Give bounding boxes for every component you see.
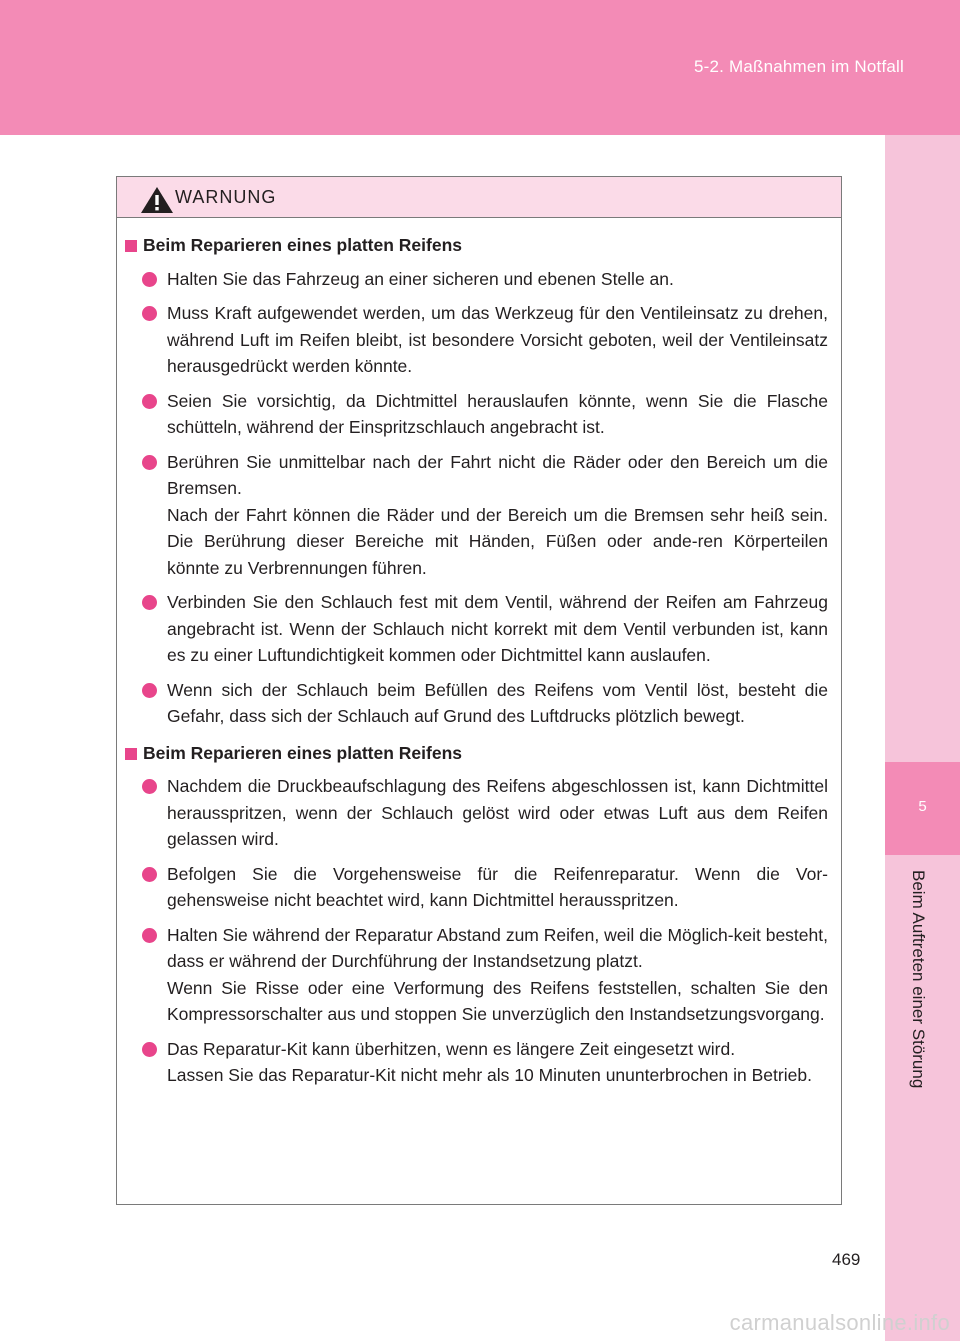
list-item (125, 300, 828, 380)
list-item (125, 449, 828, 582)
list-item-text: Berühren Sie unmittelbar nach der Fahrt nicht die Räder oder den Bereich um die Bremsen. (167, 451, 828, 498)
list-item (125, 677, 828, 730)
section-heading (125, 232, 828, 259)
warning-content (117, 218, 841, 1089)
list-item-text: Halten Sie das Fahrzeug an einer sicheren und ebenen Stelle an. (167, 268, 674, 289)
list-item-text: Muss Kraft aufgewendet werden, um das Werkzeug für den Ventileinsatz zu drehen, während Luft im Reifen bleibt, ist besondere Vorsicht geboten, weil der Ventileinsatz herausgedrückt werden könnte. (167, 303, 828, 376)
section-heading (125, 740, 828, 767)
circle-bullet-icon (142, 595, 157, 610)
circle-bullet-icon (142, 928, 157, 943)
list-item (125, 773, 828, 853)
chapter-number: 5 (918, 798, 927, 815)
circle-bullet-icon (142, 683, 157, 698)
list-item-text: Nachdem die Druckbeaufschlagung des Reifens abgeschlossen ist, kann Dichtmittel herausspritzen, wenn der Schlauch gelöst wird oder etwas Luft aus dem Reifen gelassen wird. (167, 776, 828, 849)
list-item-text: Verbinden Sie den Schlauch fest mit dem Ventil, während der Reifen am Fahrzeug angebracht ist. Wenn der Schlauch nicht korrekt mit dem Ventil verbunden ist, kann es zu einer Luftundichtigkeit kommen oder Dichtmittel kann auslaufen. (167, 592, 828, 665)
list-item-text: Das Reparatur-Kit kann überhitzen, wenn es längere Zeit eingesetzt wird. (167, 1038, 736, 1059)
list-item (125, 922, 828, 1028)
section-heading-text: Beim Reparieren eines platten Reifens (143, 235, 462, 255)
list-item (125, 861, 828, 914)
list-item-text: Befolgen Sie die Vorgehensweise für die Reifenreparatur. Wenn die Vor-gehensweise nicht beachtet wird, kann Dichtmittel herausspritzen. (167, 863, 828, 910)
section-title: 5-2. Maßnahmen im Notfall (693, 57, 904, 76)
list-item (125, 589, 828, 669)
list-item-text: Wenn Sie Risse oder eine Verformung des Reifens feststellen, schalten Sie den Kompressorschalter aus und stoppen Sie unverzüglich den Instandsetzungsvorgang. (167, 977, 828, 1024)
chapter-label: Beim Auftreten einer Störung (909, 870, 928, 1089)
list-item (125, 1036, 828, 1089)
circle-bullet-icon (142, 306, 157, 321)
warning-header (117, 177, 841, 218)
chapter-tab (885, 762, 960, 855)
header-band (0, 0, 960, 135)
list-item (125, 388, 828, 441)
circle-bullet-icon (142, 1042, 157, 1057)
warning-triangle-icon (140, 186, 174, 214)
circle-bullet-icon (142, 394, 157, 409)
warning-title: WARNUNG (175, 187, 277, 207)
circle-bullet-icon (142, 779, 157, 794)
list-item (125, 266, 828, 293)
warning-box (116, 176, 842, 1205)
circle-bullet-icon (142, 272, 157, 287)
square-bullet-icon (125, 240, 137, 252)
square-bullet-icon (125, 748, 137, 760)
page-number: 469 (832, 1250, 861, 1269)
list-item-text: Halten Sie während der Reparatur Abstand zum Reifen, weil die Möglich-keit besteht, dass er während der Durchführung der Instandsetzung platzt. (167, 924, 828, 971)
list-item-text: Lassen Sie das Reparatur-Kit nicht mehr als 10 Minuten ununterbrochen in Betrieb. (167, 1065, 812, 1085)
watermark[interactable]: carmanualsonline.info (729, 1310, 950, 1335)
section-heading-text: Beim Reparieren eines platten Reifens (143, 742, 462, 763)
circle-bullet-icon (142, 455, 157, 470)
side-tab (885, 135, 960, 1341)
list-item-text: Seien Sie vorsichtig, da Dichtmittel herauslaufen könnte, wenn Sie die Flasche schütteln, während der Einspritzschlauch angebracht ist. (167, 390, 828, 437)
list-item-text: Wenn sich der Schlauch beim Befüllen des Reifens vom Ventil löst, besteht die Gefahr, dass sich der Schlauch auf Grund des Luftdrucks plötzlich bewegt. (167, 679, 828, 726)
circle-bullet-icon (142, 867, 157, 882)
list-item-text: Nach der Fahrt können die Räder und der Bereich um die Bremsen sehr heiß sein. Die Berührung dieser Bereiche mit Händen, Füßen oder ande-ren Körperteilen könnte zu Verbrennungen führen. (167, 504, 828, 578)
